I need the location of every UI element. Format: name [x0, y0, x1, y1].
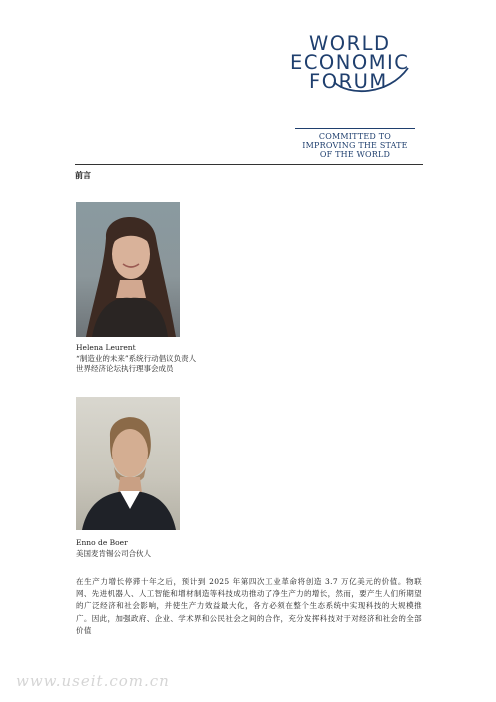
portrait-figure-icon [76, 397, 180, 530]
logo-tagline [292, 132, 418, 159]
person-title: 世界经济论坛执行理事会成员 [76, 364, 174, 373]
section-title: 前言 [75, 171, 91, 180]
logo-word-world: WORLD [309, 32, 391, 55]
person-caption-2 [76, 538, 151, 559]
watermark: www.useit.com.cn [16, 672, 170, 690]
tagline-line: OF THE WORLD [319, 150, 391, 159]
logo-word-economic: ECONOMIC [290, 51, 410, 74]
body-paragraph: 在生产力增长停滞十年之后，预计到 2025 年第四次工业革命将创造 3.7 万亿美元的价值。物联网、先进机器人、人工智能和增材制造等科技成功推动了净生产力的增长，然而，要产生人们所期望的广泛经济和社会影响，并使生产力效益最大化，各方必须在整个生态系统中实现科技的大规模推广。因此，加强政府、企业、学术界和公民社会之间的合作，充分发挥科技对于对经济和社会的全部价值 [76, 577, 422, 635]
tagline-line: COMMITTED TO [318, 132, 392, 141]
person-name: Enno de Boer [76, 538, 128, 547]
portrait-helena-leurent [76, 202, 180, 337]
logo-word-forum: FORUM [309, 70, 388, 93]
person-name: Helena Leurent [76, 343, 136, 352]
portrait-enno-de-boer [76, 397, 180, 530]
header-divider [75, 164, 423, 165]
wef-logo [290, 34, 420, 91]
logo-divider [295, 128, 415, 129]
portrait-figure-icon [76, 202, 180, 337]
tagline-line: IMPROVING THE STATE [302, 141, 408, 150]
person-caption-1 [76, 343, 196, 375]
person-title: “制造业的未来”系统行动倡议负责人 [76, 353, 197, 363]
person-title: 美国麦肯锡公司合伙人 [76, 548, 151, 558]
logo-arc-icon [330, 46, 414, 96]
